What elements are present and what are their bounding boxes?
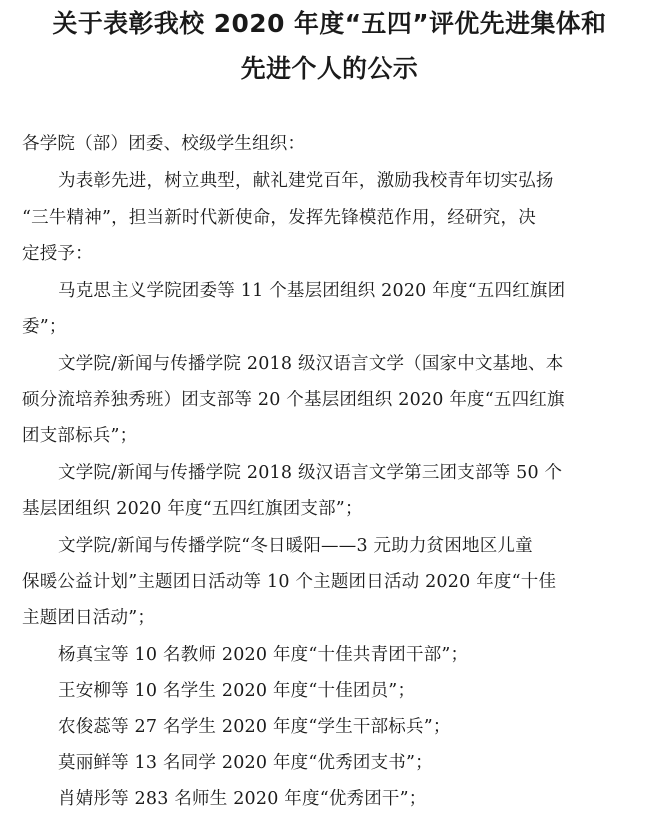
award-item-7: 农俊蕊等 27 名学生 2020 年度“学生干部标兵”； — [58, 717, 451, 737]
award-item-2-line-3: 团支部标兵”； — [22, 426, 138, 446]
intro-line-3: 定授予： — [22, 244, 93, 264]
intro-line-2: “三牛精神”，担当新时代新使命，发挥先锋模范作用，经研究，决 — [22, 208, 536, 228]
document-title-line-1: 关于表彰我校 2020 年度“五四”评优先进集体和 — [52, 9, 607, 38]
award-item-4-line-1: 文学院/新闻与传播学院“冬日暖阳——3 元助力贫困地区儿童 — [58, 536, 533, 556]
document-title-line-2: 先进个人的公示 — [240, 54, 419, 83]
award-item-1-line-2: 委”； — [22, 317, 67, 337]
award-item-2-line-2: 硕分流培养独秀班）团支部等 20 个基层团组织 2020 年度“五四红旗 — [22, 390, 565, 410]
award-item-5: 杨真宝等 10 名教师 2020 年度“十佳共青团干部”； — [58, 645, 469, 665]
intro-line-1: 为表彰先进，树立典型，献礼建党百年，激励我校青年切实弘扬 — [58, 171, 554, 191]
award-item-3-line-1: 文学院/新闻与传播学院 2018 级汉语言文学第三团支部等 50 个 — [58, 463, 563, 483]
salutation: 各学院（部）团委、校级学生组织： — [22, 134, 306, 154]
award-item-2-line-1: 文学院/新闻与传播学院 2018 级汉语言文学（国家中文基地、本 — [58, 354, 564, 374]
award-item-8: 莫丽鲜等 13 名同学 2020 年度“优秀团支书”； — [58, 753, 433, 773]
award-item-4-line-2: 保暖公益计划”主题团日活动等 10 个主题团日活动 2020 年度“十佳 — [22, 572, 557, 592]
award-item-3-line-2: 基层团组织 2020 年度“五四红旗团支部”； — [22, 499, 363, 519]
award-item-4-line-3: 主题团日活动”； — [22, 608, 156, 628]
award-item-9: 肖婧彤等 283 名师生 2020 年度“优秀团干”； — [58, 789, 427, 809]
award-item-6: 王安柳等 10 名学生 2020 年度“十佳团员”； — [58, 681, 416, 701]
award-item-1-line-1: 马克思主义学院团委等 11 个基层团组织 2020 年度“五四红旗团 — [58, 281, 566, 301]
